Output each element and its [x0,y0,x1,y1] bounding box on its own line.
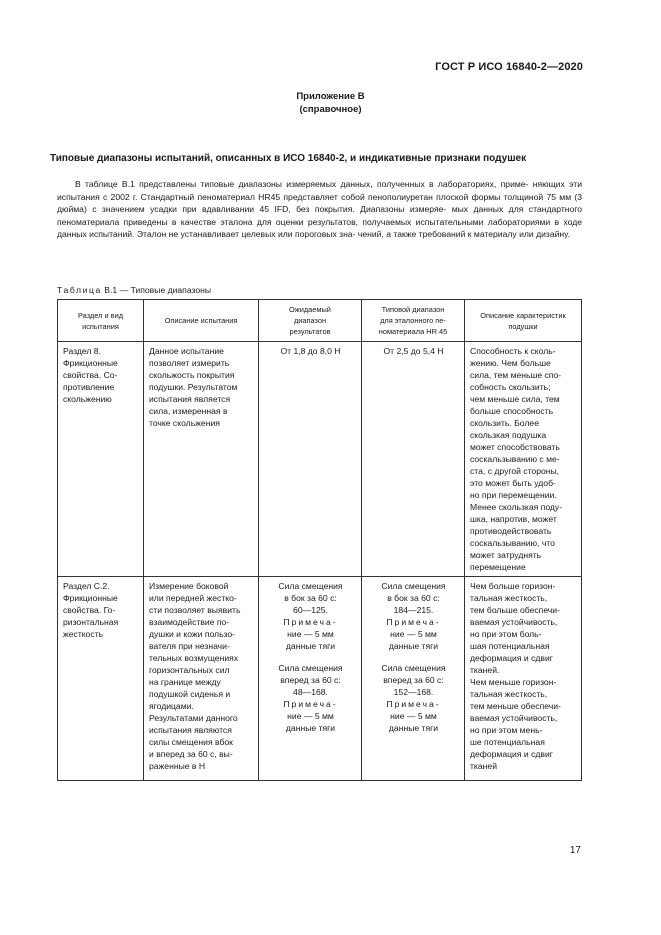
cell-reference-range: От 2,5 до 5,4 Н [362,342,465,577]
section-heading: Типовые диапазоны испытаний, описанных в ИСО 16840-2, и индикативные признаки подушек [50,153,527,164]
page-number: 17 [569,845,581,856]
note-label: Примеча- [386,617,441,627]
header-description: Описание испытания [144,300,259,342]
note-label: Примеча- [283,699,338,709]
intro-line: испытательными лабораториями в ходе данных испытаний. Эталон не устанавливает целевых или пороговых зна- [57,216,583,240]
cell-section: Раздел 8. Фрикционные свойства. Со- противление скольжению [58,342,144,577]
table-caption-text: В.1 — Типовые диапазоны [104,285,212,295]
cell-section: Раздел С.2. Фрикционные свойства. Го- ризонтальная жесткость [58,577,144,781]
annex-heading [0,90,661,116]
cell-expected-range: Сила смещения в бок за 60 с: 60—125. Примеча- ние — 5 мм данные тяги Сила смещения вперед за 60 с: 48—168. Примеча- ние — 5 мм данные тяги [259,577,362,781]
header-section: Раздел и вид испытания [58,300,144,342]
intro-line: мых данных для стандартного пеноматериала приведены в качестве эталона для оценки результатов, получаемых [57,204,583,227]
note-label: Примеча- [386,699,441,709]
intro-line: няющих эти испытания с 2002 г. Стандартный пеноматериал HR45 представляет собой пенополиуретан плоской [57,179,582,202]
table-header-row [58,300,582,342]
header-expected-range: Ожидаемый диапазон результатов [259,300,362,342]
document-code: ГОСТ Р ИСО 16840-2—2020 [435,61,583,73]
cell-reference-range: Сила смещения в бок за 60 с: 184—215. Примеча- ние — 5 мм данные тяги Сила смещения вперед за 60 с: 152—168. Примеча- ние — 5 мм данные тяги [362,577,465,781]
intro-line: чений, а также требований к материалу или дизайну. [357,229,570,240]
note-label: Примеча- [283,617,338,627]
cell-description: Данное испытание позволяет измерить скольжость покрытия подушки. Результатом испытания является сила, измеренная в точке скольжения [144,342,259,577]
cell-expected-range: От 1,8 до 8,0 Н [259,342,362,577]
table-caption-label: Таблица [57,285,102,295]
cell-description: Измерение боковой или передней жестко- сти позволяет выявить взаимодействие по- душки и кожи пользо- вателя при незначи- тельных возмущениях горизонтальных сил на границе между подушкой сиденья и ягодицами. Результатами данного испытания являются силы смещения вбок и вперед за 60 с, вы- раженные в Н [144,577,259,781]
annex-title: Приложение В [296,91,365,102]
intro-line: формы толщиной 75 мм (3 дюйма) с значением усадки при вдавливании 45 IFD, без покрытия. Диапазоны измеряе- [57,191,582,215]
cell-characteristics: Способность к сколь- жению. Чем больше сила, тем меньше спо- собность скользить; чем меньше сила, тем больше способность скользить. Более скользкая подушка может способствовать соскальзыванию с ме- ста, с другой стороны, это может быть удоб- но при перемещении. Менее скользкая поду- шка, напротив, может противодействовать соскальзыванию, что может затруднять перемещение [465,342,582,577]
intro-paragraph [57,178,582,241]
table-caption [57,285,211,295]
table-row [58,577,582,781]
header-characteristics: Описание характеристик подушки [465,300,582,342]
annex-subtitle: (справочное) [299,104,362,115]
header-reference-range: Типовой диапазон для эталонного пе- номатериала HR 45 [362,300,465,342]
cell-characteristics: Чем больше горизон- тальная жесткость, тем больше обеспечи- ваемая устойчивость, но при этом боль- шая потенциальная деформация и сдвиг тканей. Чем меньше горизон- тальная жесткость, тем меньше обеспечи- ваемая устойчивость, но при этом мень- ше потенциальная деформация и сдвиг тканей [465,577,582,781]
table-row [58,342,582,577]
intro-line: В таблице В.1 представлены типовые диапазоны измеряемых данных, полученных в лабораториях, приме- [75,179,529,189]
ranges-table [57,299,582,781]
